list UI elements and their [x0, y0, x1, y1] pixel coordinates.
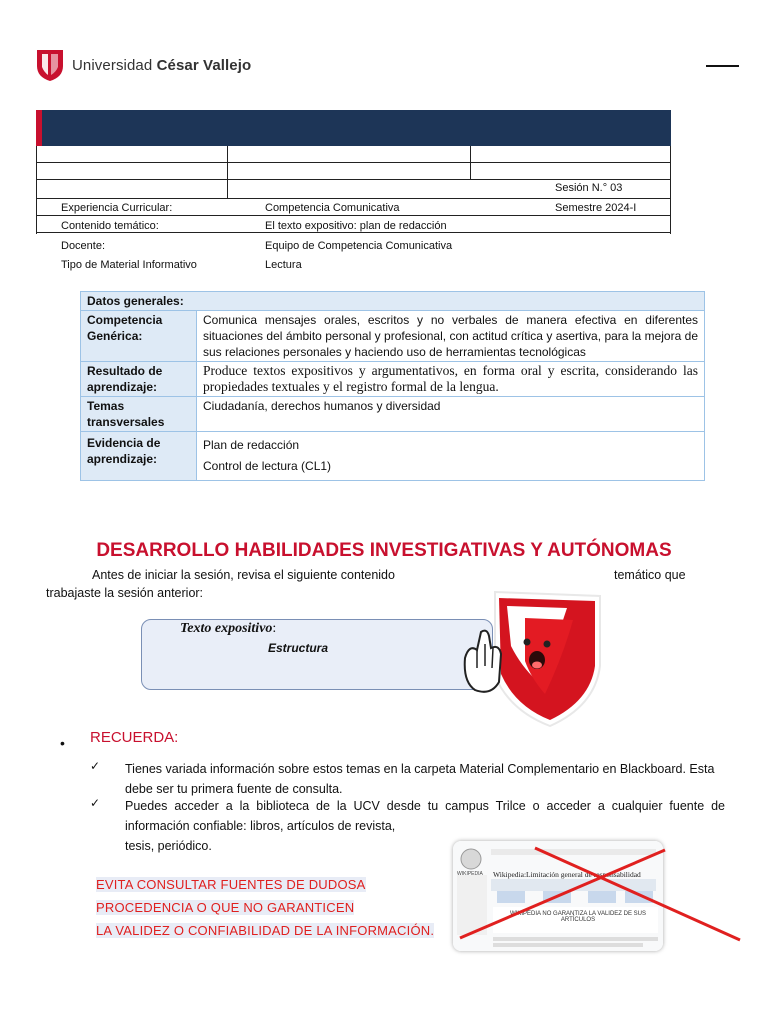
university-logo [36, 48, 251, 82]
resultado-label: Resultado de aprendizaje: [81, 362, 197, 397]
checkmark-icon: ✓ [90, 759, 101, 773]
warning-line-3: LA VALIDEZ O CONFIABILIDAD DE LA INFORMACIÓN. [96, 923, 435, 938]
item-line: debe ser tu primera fuente de consulta. [125, 782, 343, 796]
temas-text: Ciudadanía, derechos humanos y diversidad [197, 397, 705, 432]
info-label-contenido: Contenido temático: [61, 220, 159, 232]
info-value-tipo: Lectura [265, 259, 302, 271]
evidencia-label: Evidencia de aprendizaje: [81, 432, 197, 481]
table-row [81, 311, 705, 362]
red-cross-icon [450, 838, 750, 948]
section-title: DESARROLLO HABILIDADES INVESTIGATIVAS Y AUTÓNOMAS [96, 540, 672, 561]
table-row [81, 432, 705, 481]
item-line: Puedes acceder a la biblioteca de la UCV desde tu campus Trilce o acceder a cualquier fuente de [125, 799, 725, 813]
topic-box-title: Texto expositivo: [180, 621, 277, 636]
title-banner [36, 110, 671, 146]
banner-accent [36, 110, 42, 146]
resultado-text: Produce textos expositivos y argumentativos, en forma oral y escrita, considerando las propiedades textuales y el registro formal de la lengua. [197, 362, 705, 397]
shield-logo-icon [36, 48, 64, 82]
evidencia-item: Control de lectura (CL1) [203, 459, 332, 473]
competencia-label: Competencia Genérica: [81, 311, 197, 362]
info-value-experiencia: Competencia Comunicativa [265, 202, 400, 214]
topic-box-subtitle: Estructura [268, 641, 329, 655]
datos-generales-header: Datos generales: [81, 292, 705, 311]
mascot-book-icon [455, 586, 605, 731]
intro-text-2: temático que [614, 568, 686, 582]
warning-line-2: PROCEDENCIA O QUE NO GARANTICEN [96, 900, 355, 915]
temas-label: Temas transversales [81, 397, 197, 432]
recuerda-item-1 [125, 759, 725, 799]
intro-text-3: trabajaste la sesión anterior: [46, 586, 204, 600]
item-line: información confiable: libros, artículos de revista, [125, 819, 396, 833]
evidencia-item: Plan de redacción [203, 438, 300, 452]
brand-name: Universidad César Vallejo [72, 56, 252, 74]
table-row [81, 292, 705, 311]
top-rule [706, 65, 739, 67]
info-value-docente: Equipo de Competencia Comunicativa [265, 240, 453, 252]
info-label-tipo: Tipo de Material Informativo [61, 259, 197, 271]
session-number: Sesión N.° 03 [555, 182, 623, 194]
competencia-text: Comunica mensajes orales, escritos y no verbales de manera efectiva en diferentes situaciones del ámbito personal y profesional, con actitud crítica y asertiva, para la mejora de sus relaciones personales y haciendo uso de herramientas tecnológicas [197, 311, 705, 362]
info-semester: Semestre 2024-I [555, 202, 637, 214]
table-row [81, 362, 705, 397]
intro-text-1: Antes de iniciar la sesión, revisa el siguiente contenido [92, 568, 395, 582]
item-line: tesis, periódico. [125, 839, 212, 853]
info-label-experiencia: Experiencia Curricular: [61, 202, 173, 214]
mascot-image [455, 586, 605, 736]
warning-line-1: EVITA CONSULTAR FUENTES DE DUDOSA [96, 877, 366, 892]
wiki-logo-text: WIKIPEDIA [457, 871, 483, 877]
info-label-docente: Docente: [61, 240, 106, 252]
info-value-contenido: El texto expositivo: plan de redacción [265, 220, 447, 232]
recuerda-title: RECUERDA: [90, 729, 179, 746]
wiki-page-title: Wikipedia:Limitación general de responsabilidad [493, 870, 641, 879]
wiki-banner: WIKIPEDIA NO GARANTIZA LA VALIDEZ DE SUS ARTÍCULOS [510, 911, 646, 923]
evidencia-cell [197, 432, 705, 481]
datos-generales-table [80, 291, 705, 481]
table-row [81, 397, 705, 432]
bullet-icon: • [60, 735, 65, 751]
checkmark-icon: ✓ [90, 796, 101, 810]
item-line: Tienes variada información sobre estos temas en la carpeta Material Complementario en Blackboard. Esta [125, 762, 715, 776]
